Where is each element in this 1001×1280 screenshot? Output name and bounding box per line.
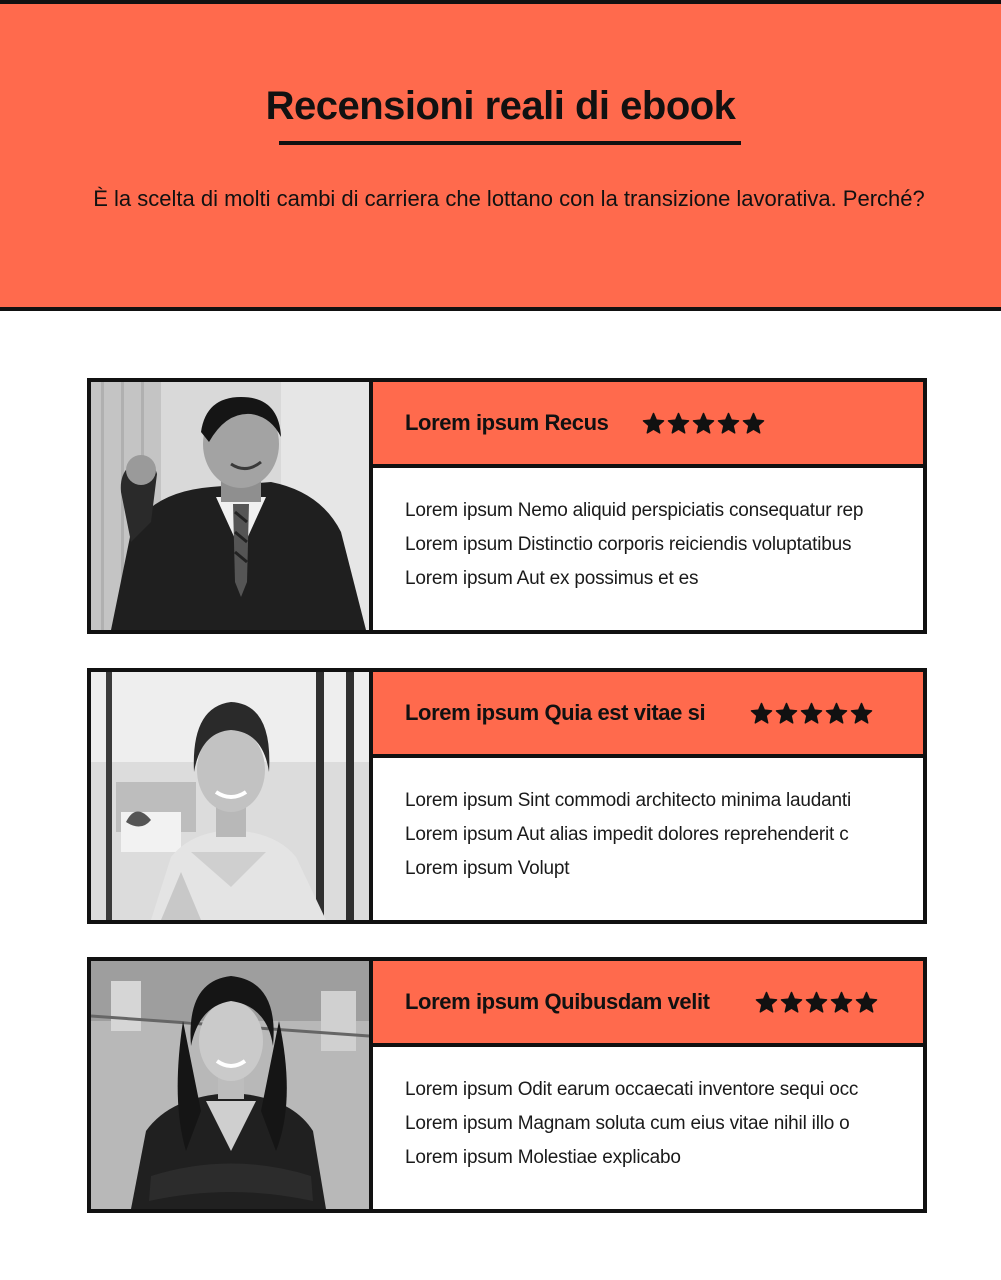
star-icon [780,991,803,1014]
review-line: Lorem ipsum Nemo aliquid perspiciatis consequatur rep [405,500,864,521]
review-card [87,378,927,634]
star-icon [855,991,878,1014]
review-text [405,494,863,596]
header-banner [0,0,1001,311]
star-rating [755,991,878,1017]
title-underline [279,141,741,145]
star-icon [750,702,773,725]
star-rating [750,702,873,728]
star-icon [692,412,715,435]
reviewer-photo [91,672,373,920]
review-line: Lorem ipsum Sint commodi architecto minima laudanti [405,790,851,811]
reviewer-name: Lorem ipsum Recus [405,410,609,435]
star-icon [850,702,873,725]
page-subtitle: È la scelta di molti cambi di carriera che lottano con la transizione lavorativa. Perché? [93,186,925,211]
page-title: Recensioni reali di ebook [265,84,736,128]
reviewer-name: Lorem ipsum Quia est vitae si [405,700,706,725]
reviewer-photo [91,382,373,630]
review-body [373,468,923,630]
woman-arms-crossed-photo [91,961,369,1209]
review-body [373,1047,923,1209]
review-card [87,957,927,1213]
star-icon [775,702,798,725]
star-icon [755,991,778,1014]
review-line: Lorem ipsum Odit earum occaecati inventore sequi occ [405,1079,859,1100]
review-card [87,668,927,924]
star-icon [830,991,853,1014]
review-header [373,961,923,1047]
review-line: Lorem ipsum Aut alias impedit dolores reprehenderit c [405,824,849,845]
star-icon [717,412,740,435]
woman-in-office-photo [91,672,369,920]
review-text [405,784,851,886]
reviewer-photo [91,961,373,1209]
review-header [373,382,923,468]
reviewer-name: Lorem ipsum Quibusdam velit [405,989,710,1014]
review-header [373,672,923,758]
review-line: Lorem ipsum Aut ex possimus et es [405,568,699,589]
star-icon [642,412,665,435]
review-body [373,758,923,920]
review-line: Lorem ipsum Molestiae explicabo [405,1147,681,1168]
review-line: Lorem ipsum Distinctio corporis reiciendis voluptatibus [405,534,852,555]
star-icon [667,412,690,435]
star-rating [642,412,765,438]
star-icon [825,702,848,725]
review-line: Lorem ipsum Magnam soluta cum eius vitae nihil illo o [405,1113,850,1134]
star-icon [805,991,828,1014]
review-line: Lorem ipsum Volupt [405,858,570,879]
review-text [405,1073,858,1175]
star-icon [800,702,823,725]
star-icon [742,412,765,435]
man-in-suit-photo [91,382,369,630]
